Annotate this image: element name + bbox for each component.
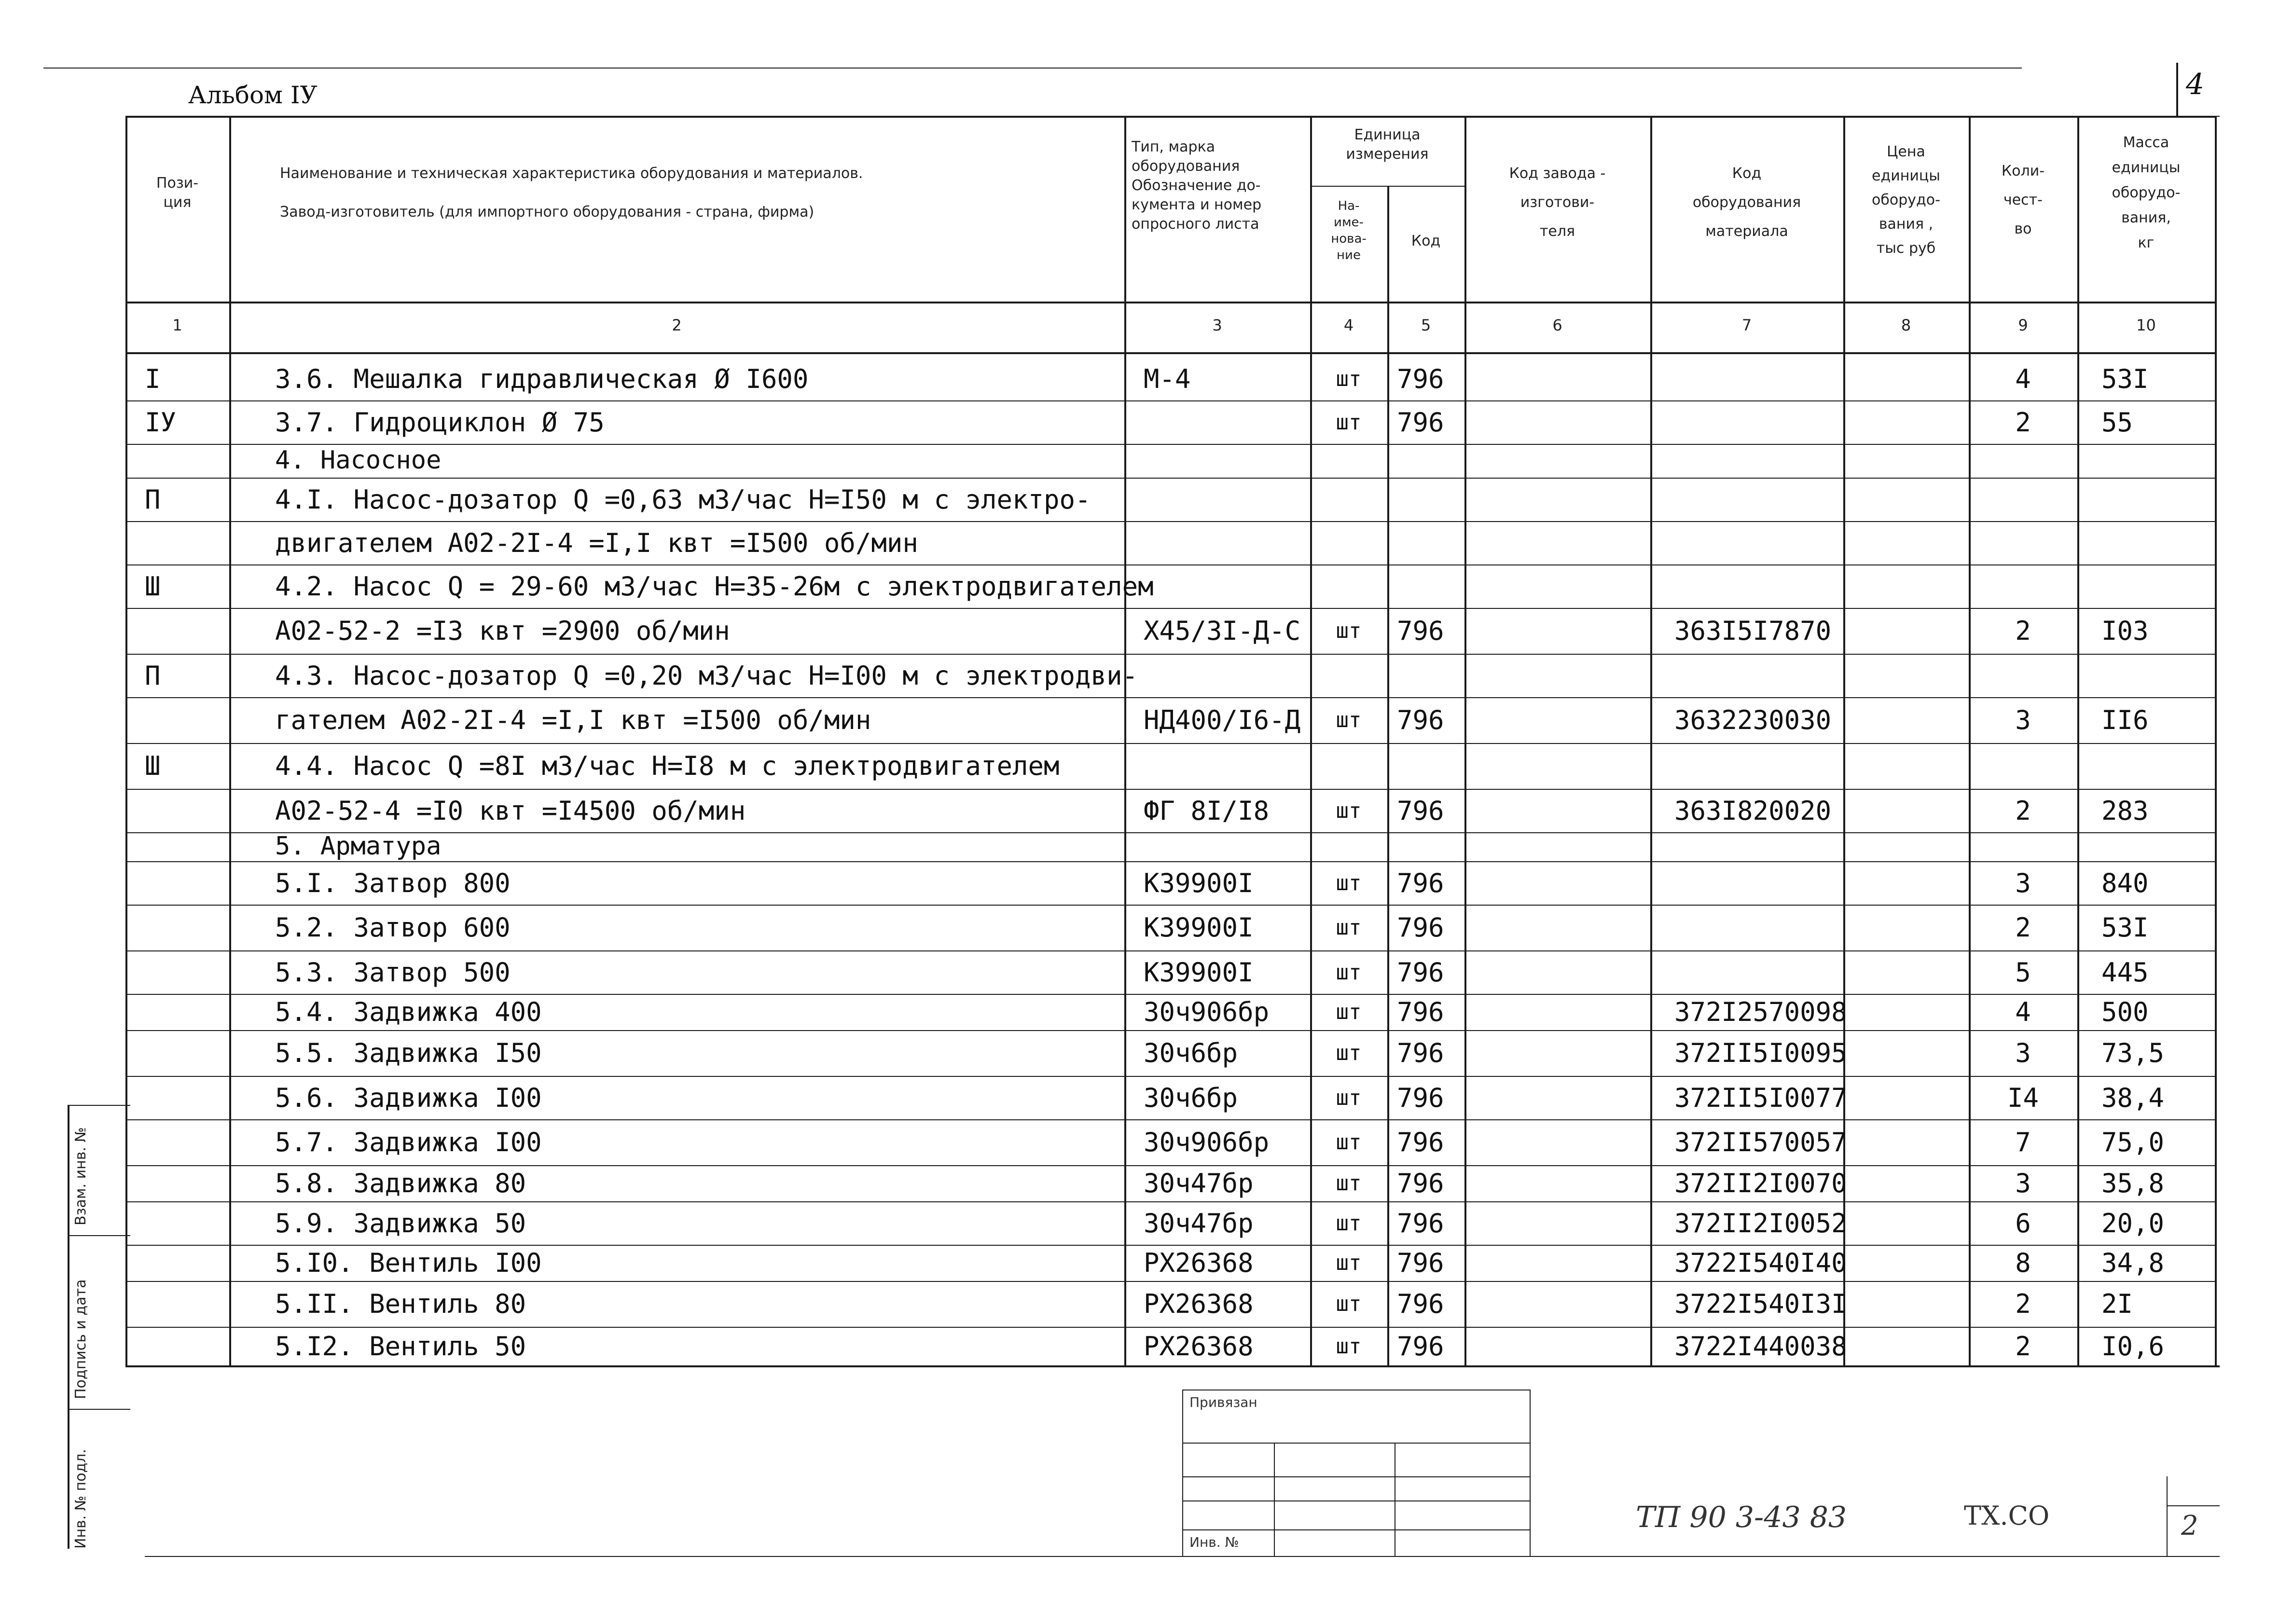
sheet-number: 2 [2181, 1510, 2198, 1541]
cell-name: 5.I0. Вентиль I00 [275, 1248, 542, 1278]
cell-mat: 372II2I0052 [1674, 1208, 1847, 1239]
cell-pos: IУ [145, 407, 177, 438]
table-row-divider [125, 444, 2215, 445]
table-row-divider [125, 743, 2215, 744]
cell-code: 796 [1397, 1082, 1444, 1113]
cell-unit: шт [1336, 960, 1362, 985]
top-rule [43, 68, 2022, 69]
cell-name: 5.4. Задвижка 400 [275, 997, 542, 1027]
col-border-8 [1969, 116, 1971, 1365]
colnum-6: 6 [1552, 316, 1562, 334]
cell-mass: 53I [2101, 912, 2149, 943]
side-stamp-rule-2 [68, 1235, 130, 1236]
cell-type: РХ26368 [1144, 1331, 1254, 1362]
table-row-divider [125, 950, 2215, 951]
cell-code: 796 [1397, 363, 1444, 394]
col-border-10 [2215, 116, 2217, 1365]
cell-pos: Ш [145, 571, 161, 602]
table-top-border [125, 116, 2215, 118]
cell-mass: I0,6 [2101, 1331, 2165, 1362]
cell-mass: II6 [2101, 705, 2149, 735]
table-row-divider [125, 1165, 2215, 1166]
cell-mass: 840 [2101, 867, 2149, 898]
page-number-divider [2176, 63, 2178, 116]
table-row-divider [125, 1245, 2215, 1246]
cell-name: А02-52-4 =I0 квт =I4500 об/мин [275, 795, 746, 826]
col-border-5 [1464, 116, 1466, 1365]
cell-code: 796 [1397, 407, 1444, 438]
table-row-divider [125, 1327, 2215, 1328]
cell-code: 796 [1397, 795, 1444, 826]
header-unit-name: На- име- нова- ние [1331, 199, 1367, 262]
side-label-original: Инв. № подл. [72, 1449, 89, 1549]
side-stamp-rule-1 [68, 1105, 130, 1106]
cell-type: Х45/3I-Д-С [1144, 616, 1301, 646]
table-row-divider [125, 521, 2215, 522]
cell-code: 796 [1397, 1127, 1444, 1157]
cell-code: 796 [1397, 1038, 1444, 1068]
title-block-right [1530, 1390, 1531, 1556]
cell-mass: 75,0 [2101, 1127, 2165, 1157]
cell-mass: 34,8 [2101, 1248, 2165, 1278]
cell-mat: 372II5I0095 [1674, 1038, 1847, 1068]
cell-type: 30ч6бр [1144, 1038, 1238, 1068]
header-position: Пози- ция [156, 175, 199, 211]
cell-qty: 2 [2015, 1289, 2031, 1319]
cell-code: 796 [1397, 1248, 1444, 1278]
cell-unit: шт [1336, 708, 1362, 732]
cell-code: 796 [1397, 867, 1444, 898]
cell-name: 5.I2. Вентиль 50 [275, 1331, 526, 1362]
cell-pos: I [145, 363, 161, 394]
cell-qty: 3 [2015, 1168, 2031, 1198]
cell-mass: 53I [2101, 363, 2149, 394]
cell-mass: 73,5 [2101, 1038, 2165, 1068]
col-border-0 [125, 116, 127, 1365]
cell-mat: 3632230030 [1674, 705, 1832, 735]
col-border-2 [1124, 116, 1126, 1365]
table-row-divider [125, 1281, 2215, 1282]
cell-name: 5.II. Вентиль 80 [275, 1289, 526, 1319]
cell-qty: 2 [2015, 1331, 2031, 1362]
cell-code: 796 [1397, 912, 1444, 943]
colnum-3: 3 [1212, 316, 1222, 334]
cell-unit: шт [1336, 1041, 1362, 1065]
colnum-9: 9 [2018, 316, 2028, 334]
cell-name: 5.8. Задвижка 80 [275, 1168, 526, 1198]
title-block-rule-4 [1182, 1500, 1530, 1501]
cell-type: РХ26368 [1144, 1289, 1254, 1319]
colnum-2: 2 [672, 316, 682, 334]
cell-type: 30ч906бр [1144, 997, 1270, 1027]
col-border-4 [1387, 186, 1389, 1365]
cell-qty: 2 [2015, 795, 2031, 826]
header-unit: Единица измерения [1346, 126, 1429, 163]
cell-unit: шт [1336, 1334, 1362, 1359]
table-row-divider [125, 697, 2215, 698]
cell-code: 796 [1397, 1208, 1444, 1239]
cell-qty: I4 [2007, 1082, 2039, 1113]
cell-qty: 6 [2015, 1208, 2031, 1239]
cell-qty: 5 [2015, 957, 2031, 988]
document-code: ТП 90 3-43 83 [1636, 1500, 1847, 1534]
side-stamp-rule-3 [68, 1409, 130, 1410]
header-factory-code: Код завода - изготови- теля [1509, 165, 1606, 240]
cell-mat: 372II2I0070 [1674, 1168, 1847, 1198]
cell-unit: шт [1336, 1171, 1362, 1196]
header-quantity: Коли- чест- во [2001, 163, 2045, 237]
cell-mass: 445 [2101, 957, 2149, 988]
cell-name: 3.7. Гидроциклон Ø 75 [275, 407, 605, 438]
attached-label: Привязан [1189, 1394, 1257, 1410]
cell-mass: 38,4 [2101, 1082, 2165, 1113]
cell-name: 3.6. Мешалка гидравлическая Ø I600 [275, 363, 809, 394]
cell-code: 796 [1397, 616, 1444, 646]
cell-unit: шт [1336, 798, 1362, 823]
cell-name: 4.2. Насос Q = 29-60 м3/час Н=35-26м с электродвигателем [275, 571, 1154, 602]
colnum-8: 8 [1901, 316, 1911, 334]
cell-mat: 3722I440038 [1674, 1331, 1847, 1362]
table-row-divider [125, 994, 2215, 995]
table-row-divider [125, 905, 2215, 906]
table-row-divider [125, 1076, 2215, 1077]
cell-type: ФГ 8I/I8 [1144, 795, 1270, 826]
cell-pos: П [145, 660, 161, 691]
table-row-divider [125, 654, 2215, 655]
cell-name: гателем А02-2I-4 =I,I квт =I500 об/мин [275, 705, 871, 735]
cell-mass: 35,8 [2101, 1168, 2165, 1198]
cell-qty: 4 [2015, 997, 2031, 1027]
cell-unit: шт [1336, 1130, 1362, 1155]
title-block-sep-1 [1274, 1443, 1275, 1556]
cell-name: 5.7. Задвижка I00 [275, 1127, 542, 1157]
table-row-divider [125, 564, 2215, 565]
cell-qty: 3 [2015, 867, 2031, 898]
cell-type: К39900I [1144, 867, 1254, 898]
cell-code: 796 [1397, 1168, 1444, 1198]
colnum-10: 10 [2136, 316, 2156, 334]
col-border-3 [1310, 116, 1312, 1365]
cell-unit: шт [1336, 1292, 1362, 1316]
cell-qty: 2 [2015, 616, 2031, 646]
cell-unit: шт [1336, 1085, 1362, 1110]
cell-unit: шт [1336, 1000, 1362, 1024]
cell-mat: 363I820020 [1674, 795, 1832, 826]
colnum-7: 7 [1741, 316, 1752, 334]
cell-name: 5. Арматура [275, 831, 442, 861]
cell-pos: Ш [145, 751, 161, 781]
table-row-divider [125, 608, 2215, 609]
cell-qty: 3 [2015, 705, 2031, 735]
sheet-box-left [2167, 1476, 2168, 1556]
header-material-code: Код оборудования материала [1692, 165, 1801, 240]
cell-name: 4.I. Насос-дозатор Q =0,63 м3/час Н=I50 м с электро- [275, 484, 1091, 515]
table-row-divider [125, 1119, 2215, 1120]
header-name: Наименование и техническая характеристика оборудования и материалов. Завод-изготовитель (для импортного оборудования - страна, фирма) [280, 165, 863, 220]
cell-pos: П [145, 484, 161, 515]
table-row-divider [125, 789, 2215, 790]
side-label-signature: Подпись и дата [72, 1279, 89, 1399]
cell-type: 30ч47бр [1144, 1208, 1254, 1239]
inventory-label: Инв. № [1189, 1534, 1239, 1550]
cell-type: 30ч906бр [1144, 1127, 1270, 1157]
cell-qty: 7 [2015, 1127, 2031, 1157]
cell-name: А02-52-2 =I3 квт =2900 об/мин [275, 616, 730, 646]
side-label-inventory: Взам. инв. № [72, 1127, 89, 1225]
sheet-box-top [2167, 1505, 2220, 1506]
cell-name: 4. Насосное [275, 445, 442, 475]
title-block-rule-3 [1182, 1476, 1530, 1477]
cell-type: 30ч47бр [1144, 1168, 1254, 1198]
cell-code: 796 [1397, 997, 1444, 1027]
cell-name: 4.4. Насос Q =8I м3/час Н=I8 м с электродвигателем [275, 751, 1060, 781]
header-unit-code: Код [1411, 233, 1441, 249]
cell-mat: 3722I540I3I [1674, 1289, 1847, 1319]
colnum-bottom-border [125, 352, 2215, 354]
col-border-1 [229, 116, 231, 1365]
cell-name: 5.5. Задвижка I50 [275, 1038, 542, 1068]
cell-type: РХ26368 [1144, 1248, 1254, 1278]
colnum-1: 1 [172, 316, 182, 334]
cell-name: 4.3. Насос-дозатор Q =0,20 м3/час Н=I00 м с электродви- [275, 660, 1138, 691]
table-row-divider [125, 1201, 2215, 1202]
cell-unit: шт [1336, 915, 1362, 940]
cell-code: 796 [1397, 1289, 1444, 1319]
cell-type: К39900I [1144, 957, 1254, 988]
cell-mass: 2I [2101, 1289, 2133, 1319]
title-block-bottom [145, 1556, 2220, 1557]
cell-mat: 372II570057 [1674, 1127, 1847, 1157]
cell-unit: шт [1336, 366, 1362, 391]
cell-name: двигателем А02-2I-4 =I,I квт =I500 об/мин [275, 527, 918, 558]
table-row-divider [125, 1365, 2215, 1366]
cell-mat: 372I2570098 [1674, 997, 1847, 1027]
cell-qty: 4 [2015, 363, 2031, 394]
cell-mat: 372II5I0077 [1674, 1082, 1847, 1113]
col-border-6 [1650, 116, 1652, 1365]
cell-qty: 8 [2015, 1248, 2031, 1278]
cell-code: 796 [1397, 957, 1444, 988]
cell-code: 796 [1397, 705, 1444, 735]
cell-name: 5.3. Затвор 500 [275, 957, 511, 988]
cell-unit: шт [1336, 619, 1362, 643]
header-type: Тип, марка оборудования Обозначение до- кумента и номер опросного листа [1132, 138, 1262, 233]
cell-name: 5.2. Затвор 600 [275, 912, 511, 943]
album-title: Альбом IУ [188, 81, 318, 109]
table-row-divider [125, 478, 2215, 479]
title-block-rule-2 [1182, 1443, 1530, 1444]
cell-code: 796 [1397, 1331, 1444, 1362]
cell-mass: 55 [2101, 407, 2133, 438]
cell-name: 5.9. Задвижка 50 [275, 1208, 526, 1239]
cell-mat: 3722I540I40 [1674, 1248, 1847, 1278]
side-stamp-border [68, 1105, 69, 1549]
table-row-divider [125, 1030, 2215, 1031]
col-border-9 [2077, 116, 2079, 1365]
title-block-left [1182, 1390, 1183, 1556]
colnum-4: 4 [1343, 316, 1354, 334]
cell-type: 30ч6бр [1144, 1082, 1238, 1113]
cell-type: К39900I [1144, 912, 1254, 943]
colnum-5: 5 [1421, 316, 1431, 334]
cell-qty: 3 [2015, 1038, 2031, 1068]
sheet-code: ТХ.СО [1964, 1500, 2050, 1531]
cell-mass: 500 [2101, 997, 2149, 1027]
header-mass: Масса единицы оборудо- вания, кг [2112, 134, 2181, 251]
cell-type: М-4 [1144, 363, 1191, 394]
cell-mass: I03 [2101, 616, 2149, 646]
table-row-divider [125, 400, 2215, 401]
cell-mass: 283 [2101, 795, 2149, 826]
cell-unit: шт [1336, 1211, 1362, 1236]
cell-name: 5.I. Затвор 800 [275, 867, 511, 898]
page-number: 4 [2186, 68, 2205, 101]
cell-qty: 2 [2015, 407, 2031, 438]
cell-mat: 363I5I7870 [1674, 616, 1832, 646]
header-price: Цена единицы оборудо- вания , тыс руб [1872, 143, 1940, 257]
table-row-divider [125, 861, 2215, 862]
header-bottom-border [125, 302, 2215, 303]
cell-mass: 20,0 [2101, 1208, 2165, 1239]
cell-type: НД400/I6-Д [1144, 705, 1301, 735]
cell-qty: 2 [2015, 912, 2031, 943]
cell-unit: шт [1336, 1251, 1362, 1275]
cell-unit: шт [1336, 410, 1362, 435]
cell-unit: шт [1336, 870, 1362, 895]
cell-name: 5.6. Задвижка I00 [275, 1082, 542, 1113]
title-block-rule-5 [1182, 1529, 1530, 1530]
